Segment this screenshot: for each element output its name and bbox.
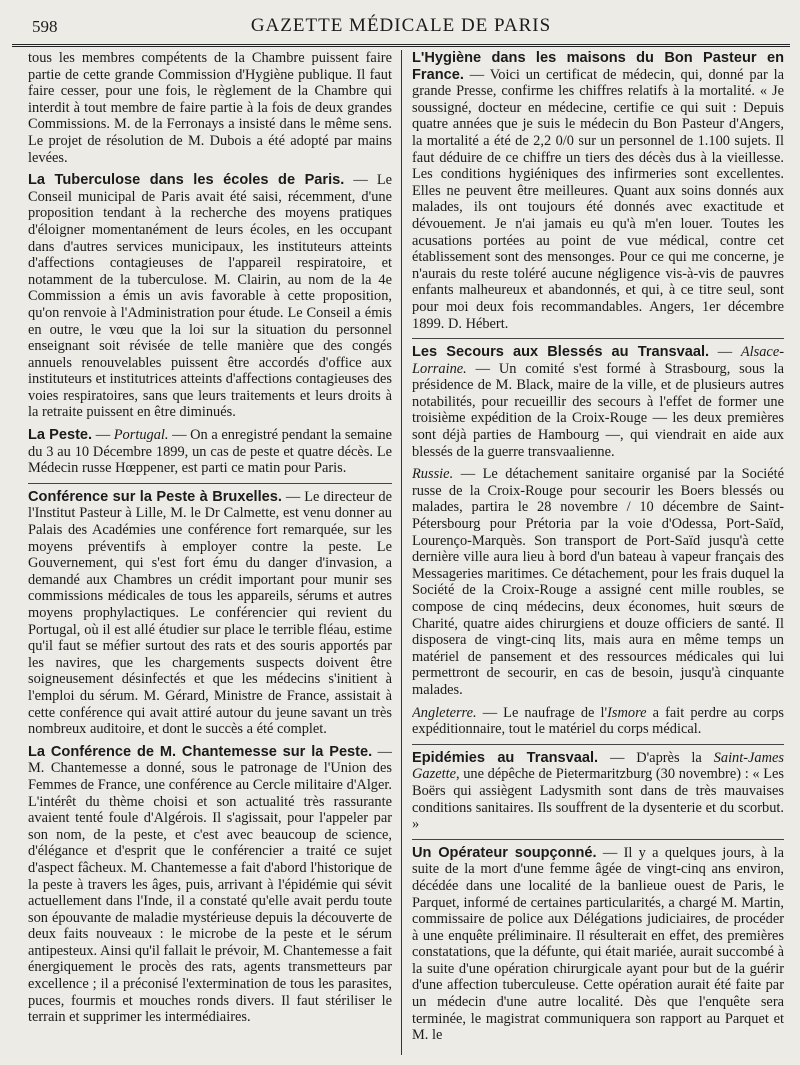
article-title: Conférence sur la Peste à Bruxelles.: [28, 488, 282, 505]
dash: —: [709, 344, 741, 361]
page-header: [12, 10, 790, 47]
article-body: a fait perdre au corps expéditionnaire, tout le matériel du corps médical.: [412, 704, 784, 738]
running-head: GAZETTE MÉDICALE DE PARIS: [250, 15, 552, 36]
article-secours: [412, 344, 784, 460]
article-body: — On a enregistré pendant la semaine du 3 au 10 Décembre 1899, un cas de peste et quatre décès. Le Médecin russe Hœppener, est parti ce matin pour Paris.: [28, 427, 392, 477]
divider: [412, 744, 784, 745]
article-body: — Il y a quelques jours, à la suite de la mort d'une femme âgée de vingt-cinq ans environ, décédée dans une localité de la banlieue ouest de Paris, le Parquet, informé de certaines particularités, a chargé M. Martin, commissaire de police aux Délégations judiciaires, de procéder à une enquête préliminaire. Il résulterait en effet, des premières constatations, que la défunte, qui était mariée, aurait succombé à la suite d'une opération chirurgicale ayant pour but de la guérir d'une affection tuberculeuse. Cette opération aurait été faite par un médecin d'une autre localité. Dès que l'enquête sera terminée, le magistrat communiquera son rapport au Parquet et M. le: [412, 844, 784, 1044]
right-column: [412, 50, 784, 1060]
divider: [412, 839, 784, 840]
article-title: Les Secours aux Blessés au Transvaal.: [412, 344, 710, 361]
article-title: Un Opérateur soupçonné.: [412, 844, 597, 861]
article-body: — Le naufrage de l': [476, 704, 608, 721]
article-body: — Le directeur de l'Institut Pasteur à Lille, M. le Dr Calmette, est venu donner au Palais des Académies une conférence fort remarquée, sur les moyens préventifs à employer contre la peste. Le Gouvernement, qui s'est fort ému du danger d'invasion, a demandé aux Chambres un crédit important pour munir ses commissions médicales de tous les appareils, sérums et autres moyens prophylactiques. Le conférencier qui revient du Portugal, où il est allé étudier sur place le terrible fléau, estime qu'il faut se méfier surtout des rats et des souris apportés par les navires, que les chargements suspects doivent être soigneusement désinfectés et que les médecins s'initient à l'emploi du sérum. M. Gérard, Ministre de France, assistait à cette conférence qui avait attiré autour du jeune savant un très nombreux auditoire, et dont le succès a été complet.: [28, 488, 392, 738]
article-epidemies: [412, 750, 784, 833]
article-peste: [28, 427, 392, 477]
article-title: Epidémies au Transvaal.: [412, 749, 599, 766]
article-operateur: [412, 845, 784, 1044]
newspaper-name: Saint-James Gazette: [412, 749, 784, 783]
article-tuberculose: [28, 172, 392, 421]
place-name: Russie.: [412, 466, 454, 483]
page-number: 598: [32, 17, 58, 36]
article-body: — Le détachement sanitaire organisé par la Société russe de la Croix-Rouge pour secourir les Boers blessés ou malades, partira le 28 novembre / 10 décembre de Saint-Pétersbourg pour Prétoria par la voie d'Odessa, Port-Saïd, Lourenço-Marquès. Son transport de Port-Saïd jusqu'à cette dernière ville aura lieu à bord d'un bateau à vapeur français des Messageries maritimes. Ce détachement, pour les frais duquel la Société de la Croix-Rouge a assigné cent mille roubles, se compose de cinq médecins, deux économes, huit sœurs de Charité, quatre aides chirurgiens et douze officiers de santé. Il disposera de vingt-cinq lits, mais aura en même temps un matériel de pansement et des ressources médicales qui lui permettront de secourir, en cas de besoin, jusqu'à cinquante malades.: [412, 466, 784, 698]
article-title: La Peste.: [28, 427, 93, 444]
article-conference: [28, 489, 392, 738]
dash: —: [92, 427, 114, 444]
article-angleterre: [412, 705, 784, 738]
divider: [28, 483, 392, 484]
article-title: La Conférence de M. Chantemesse sur la Peste.: [28, 743, 373, 760]
ship-name: Ismore: [607, 704, 647, 721]
article-chantemesse: [28, 744, 392, 1026]
article-body: , une dépêche de Pietermaritzburg (30 novembre) : « Les Boërs qui assiègent Ladysmith sont dans de très mauvaises conditions sanitaires. Ils souffrent de la dysenterie et du scorbut. »: [412, 766, 784, 833]
column-divider: [401, 50, 402, 1055]
article-hygiene: [412, 50, 784, 332]
article-body: — D'après la: [598, 749, 714, 766]
place-name: Portugal.: [113, 427, 169, 444]
place-name: Alsace-Lorraine.: [412, 344, 784, 377]
article-body: — Un comité s'est formé à Strasbourg, sous la présidence de M. Black, maire de la ville, et de plusieurs autres notabilités, pour recueillir des secours à l'effet de former une troisième expédition de la Croix-Rouge — les deux premières sont déjà parties de Hambourg —, qui viendrait en aide aux blessés de la guerre transvaalienne.: [412, 360, 784, 460]
left-column: [28, 50, 392, 1060]
divider: [412, 338, 784, 339]
article-body: — Le Conseil municipal de Paris avait été saisi, récemment, d'une proposition tendant à la recherche des moyens pratiques d'éloigner momentanément de leurs écoles, en les occupant dans d'autres services municipaux, les instituteurs atteints d'affections contagieuses de l'appareil respiratoire, et notamment de la tuberculose. M. Clairin, au nom de la 4e Commission a émis un avis favorable à cette proposition, qu'on renvoie à l'Administration pour étude. Le Conseil a émis en outre, le vœu que la loi sur la situation du personnel enseignant soit révisée de telle manière que des congés annuels renouvelables puissent être accordés d'office aux instituteurs et institutrices atteints d'affections contagieuses des voies respiratoires, sans que leurs traitements et leurs droits à la retraite puissent en être diminués.: [28, 172, 392, 421]
place-name: Angleterre.: [412, 704, 477, 721]
article-title: La Tuberculose dans les écoles de Paris.: [28, 172, 345, 189]
article-russie: [412, 466, 784, 698]
paragraph-commission: tous les membres compétents de la Chambre puissent faire partie de cette grande Commission d'Hygiène publique. Il faut faire cesser, pour une fois, le règlement de la Chambre qui interdit à tout membre de faire partie à la fois de deux grandes Commissions. M. de la Ferronays a insisté dans le même sens. Le projet de résolution de M. Dubois a été adopté par mains levées.: [28, 50, 392, 166]
article-title: L'Hygiène dans les maisons du Bon Pasteur en France.: [412, 50, 784, 83]
article-body: — Voici un certificat de médecin, qui, donné par la grande Presse, confirme les chiffres relatifs à la mortalité. « Je soussigné, docteur en médecine, certifie ce qui suit : Depuis quatre années que je suis le médecin du Bon Pasteur d'Angers, la mortalité a été de 2,2 0/0 sur un personnel de 1.100 sujets. Il faut déduire de ce chiffre un tiers des décès dus à la vieillesse. Les conditions hygiéniques des infirmeries sont excellentes. Elles ne peuvent être meilleures. Quant aux soins donnés aux malades, ils ont toujours été donnés avec exactitude et dévouement. Je n'ai jamais eu qu'à m'en louer. Toutes les acusations portées au point de vue médical, contre cet établissement sont des mensonges. Pour ce qui me concerne, je n'aurais du reste toléré aucune négligence vis-à-vis de pauvres enfants malheureux et abandonnés, et qui, à ce titre seul, sont pour moi deux fois recommandables. Angers, 1er décembre 1899. D. Hébert.: [412, 66, 784, 332]
article-body: — M. Chantemesse a donné, sous le patronage de l'Union des Femmes de France, une conférence au Cercle militaire d'Alger. L'intérêt du thème choisi et son actualité très rassurante avaient tenté foule d'Algérois. Il s'agissait, pour l'appeler par son nom, de la peste, et c'est avec beaucoup de science, d'élégance et d'esprit que le conférencier a traité ce sujet d'aspect fâcheux. M. Chantemesse a fait d'abord l'historique de la peste à travers les âges, puis, arrivant à l'épidémie qui sévit actuellement dans l'Inde, il a constaté qu'elle avait perdu toute son épouvante de maladie mystérieuse depuis la découverte de deux faits nouveaux : le microbe de la peste et le sérum antipesteux. Ainsi qu'il fallait le prévoir, M. Chantemesse a fait énergiquement le procès des rats, agents transmetteurs par excellence ; il a préconisé l'extermination de tous les parasites, puces, fourmis et mouches ronds divers. Il faut stériliser le terrain et supprimer les intermédiaires.: [28, 743, 392, 1026]
